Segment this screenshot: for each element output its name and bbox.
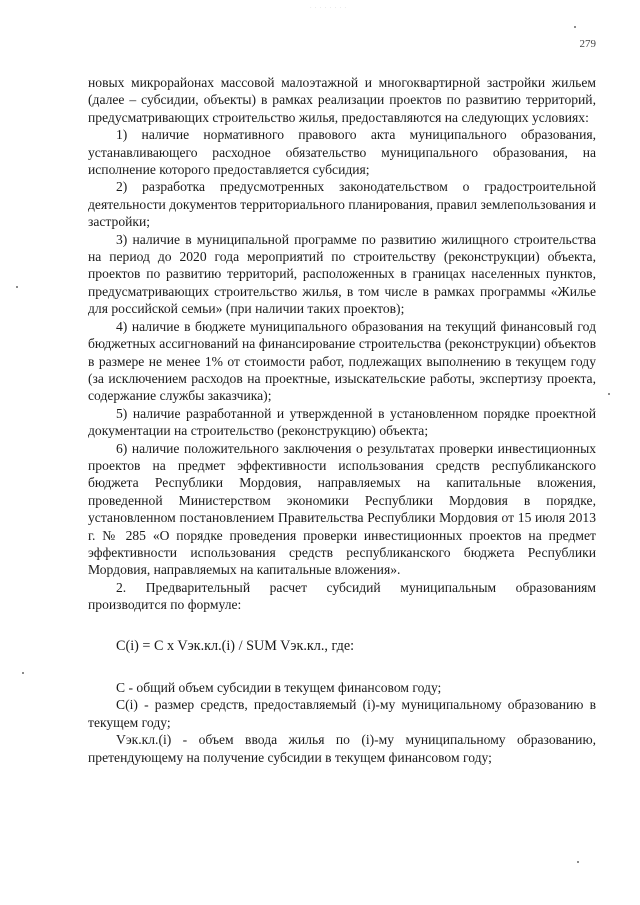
header-mark: · · · · · · · · [310,6,348,11]
page-number: 279 [579,38,596,50]
scan-speck [22,672,24,674]
paragraph-condition-3: 3) наличие в муниципальной программе по развитию жилищного строительства на период до 2020 года мероприятий по строительству (реконструкции) объекта, проектов по развитию территорий, расположенных в границах населенных пунктов, предусматривающих строительство жилья, в том числе в рамках программы «Жилье для российской семьи» (при наличии таких проектов); [88,231,596,317]
scan-speck [577,861,579,863]
scan-speck [16,286,18,288]
paragraph-condition-6: 6) наличие положительного заключения о результатах проверки инвестиционных проектов на предмет эффективности использования средств республиканского бюджета Республики Мордовия, направляемых на капитальные вложения, проведенной Министерством экономики Республики Мордовия в порядке, установленном постановлением Правительства Республики Мордовия от 15 июля 2013 г. № 285 «О порядке проведения проверки инвестиционных проектов на предмет эффективности использования средств республиканского бюджета Республики Мордовия, направляемых на капитальные вложения». [88,440,596,578]
paragraph-condition-5: 5) наличие разработанной и утвержденной в установленном порядке проектной документации на строительство (реконструкцию) объекта; [88,405,596,439]
paragraph-condition-4: 4) наличие в бюджете муниципального образования на текущий финансовый год бюджетных ассигнований на финансирование строительства (реконструкции) объектов в размере не менее 1% от стоимости работ, подлежащих выполнению в текущем году (за исключением расходов на проектные, изыскательские работы, экспертизу проекта, содержание службы заказчика); [88,318,596,404]
body-text [88,74,596,766]
definition-housing-volume: Vэк.кл.(i) - объем ввода жилья по (i)-му муниципальному образованию, претендующему на получение субсидии в текущем финансовом году; [88,732,596,765]
paragraph-calculation: 2. Предварительный расчет субсидий муниципальным образованиям производится по формуле: [88,579,596,613]
paragraph-intro: новых микрорайонах массовой малоэтажной и многоквартирной застройки жильем (далее – субсидии, объекты) в рамках реализации проектов по развитию территорий, предусматривающих строительство жилья, предоставляются на следующих условиях: [88,75,596,125]
paragraph-condition-2: 2) разработка предусмотренных законодательством о градостроительной деятельности документов территориального планирования, правил землепользования и застройки; [88,179,596,230]
paragraph-condition-1: 1) наличие нормативного правового акта муниципального образования, устанавливающего расходное обязательство муниципального образования, на исполнение которого предоставляется субсидия; [88,127,596,178]
definition-municipal-share: C(i) - размер средств, предоставляемый (i)-му муниципальному образованию в текущем году; [88,697,596,730]
subsidy-formula: C(i) = C x Vэк.кл.(i) / SUM Vэк.кл., где: [116,637,355,654]
scan-speck [574,26,576,28]
definition-total-subsidy: C - общий объем субсидии в текущем финансовом году; [116,680,442,695]
scan-speck [608,393,610,395]
